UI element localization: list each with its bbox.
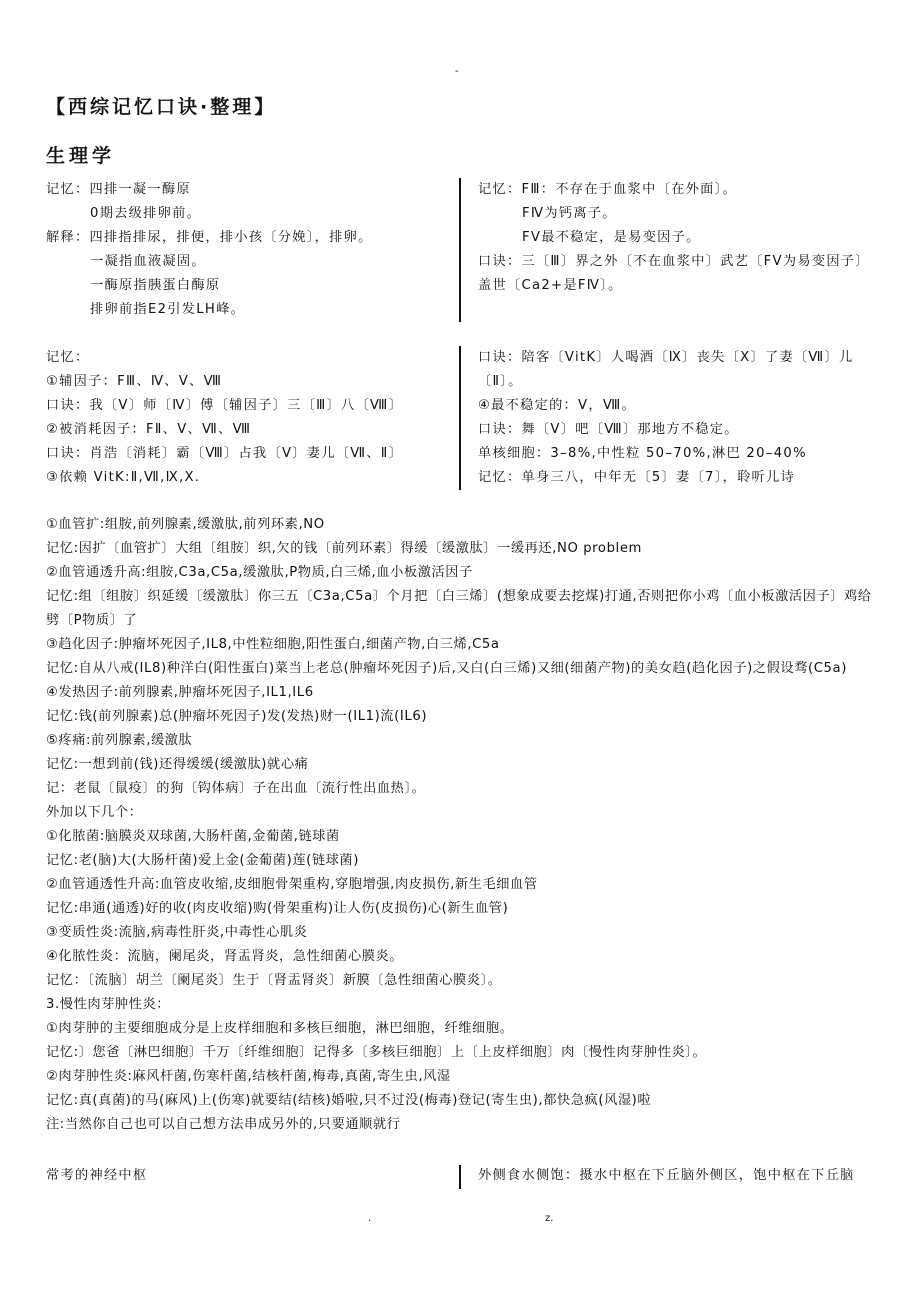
- text-line: 口诀：舞〔Ⅴ〕吧〔Ⅷ〕那地方不稳定。: [478, 422, 739, 437]
- text-line: ③依赖 VitK:Ⅱ,Ⅶ,Ⅸ,Ⅹ.: [46, 470, 201, 485]
- footer-left-mark: .: [368, 1213, 372, 1224]
- text-line: FⅤ最不稳定，是易变因子。: [522, 230, 701, 245]
- text-line: ④化脓性炎：流脑，阑尾炎，肾盂肾炎，急性细菌心膜炎。: [46, 949, 404, 964]
- text-paragraph: 记忆:组〔组胺〕织延缓〔缓激肽〕你三五〔C3a,C5a〕个月把〔白三烯〕(想象成要去挖煤)打通,否则把你小鸡〔血小板激活因子〕鸡给劈〔P物质〕了: [46, 589, 872, 628]
- text-paragraph: 记忆:自从八戒(IL8)种洋白(阳性蛋白)菜当上老总(肿瘤坏死因子)后,又白(白三烯)又细(细菌产物)的美女趋(趋化因子)之假设骛(C5a): [46, 661, 847, 676]
- text-line: 记忆:因扩〔血管扩〕大组〔组胺〕织,欠的钱〔前列环素〕得缓〔缓激肽〕一缓再还,NO problem: [46, 541, 642, 556]
- text-line: ④最不稳定的：Ⅴ，Ⅷ。: [478, 398, 637, 413]
- section-title: 生理学: [46, 145, 116, 167]
- text-paragraph: 口诀：三〔Ⅲ〕界之外〔不在血浆中〕武艺〔FⅤ为易变因子〕盖世〔Ca2+是FⅣ〕。: [478, 254, 870, 293]
- text-line: 记忆:串通(通透)好的收(肉皮收缩)购(骨架重构)让人伤(皮损伤)心(新生血管): [46, 901, 509, 916]
- text-line: ④发热因子:前列腺素,肿瘤坏死因子,IL1,IL6: [46, 685, 314, 700]
- text-line: 记忆：FⅢ：不存在于血浆中〔在外面〕。: [478, 182, 737, 197]
- text-paragraph: 口诀：陪客〔VitK〕人喝酒〔Ⅸ〕丧失〔Ⅹ〕了妻〔Ⅶ〕儿〔Ⅱ〕。: [478, 350, 854, 389]
- text-line: FⅣ为钙离子。: [522, 206, 617, 221]
- text-line: 排卵前指E2引发LH峰。: [90, 302, 246, 317]
- header-mark: -: [455, 66, 459, 77]
- text-line: 记忆：〔流脑〕胡兰〔阑尾炎〕生于〔肾盂肾炎〕新膜〔急性细菌心膜炎〕。: [46, 973, 502, 988]
- column-divider: [459, 1165, 461, 1189]
- text-line: 记忆：单身三八，中年无〔5〕妻〔7〕，聆听儿诗: [478, 470, 796, 485]
- body-text: [46, 513, 880, 1137]
- text-line: 记忆:老(脑)大(大肠杆菌)爱上金(金葡菌)莲(链球菌): [46, 853, 359, 868]
- text-line: 记忆：: [46, 350, 90, 365]
- text-line: 一酶原指胰蛋白酶原: [90, 278, 221, 293]
- text-line: ⑤疼痛:前列腺素,缓激肽: [46, 733, 193, 748]
- text-line: 记忆:〕您爸〔淋巴细胞〕千万〔纤维细胞〕记得多〔多核巨细胞〕上〔上皮样细胞〕肉〔慢性肉芽肿性炎〕。: [46, 1045, 707, 1060]
- text-line: ③趋化因子:肿瘤坏死因子,IL8,中性粒细胞,阳性蛋白,细菌产物,白三烯,C5a: [46, 637, 500, 652]
- text-line: ②被消耗因子：FⅡ、Ⅴ、Ⅶ、Ⅷ: [46, 422, 252, 437]
- text-line: ①化脓菌:脑膜炎双球菌,大肠杆菌,金葡菌,链球菌: [46, 829, 340, 844]
- text-line: 注:当然你自己也可以自己想方法串成另外的,只要通顺就行: [46, 1117, 401, 1132]
- text-line: 外侧食水侧饱：摄水中枢在下丘脑外侧区，饱中枢在下丘脑: [478, 1168, 855, 1183]
- footer-right-mark: z.: [545, 1213, 554, 1224]
- text-line: 口诀：肖浩〔消耗〕霸〔Ⅷ〕占我〔Ⅴ〕妻儿〔Ⅶ、Ⅱ〕: [46, 446, 404, 461]
- text-line: 解释：四排指排尿，排便，排小孩〔分娩〕，排卵。: [46, 230, 373, 245]
- text-line: 记忆:真(真菌)的马(麻风)上(伤寒)就要结(结核)婚啦,只不过没(梅毒)登记(寄生虫),都快急疯(风湿)啦: [46, 1093, 652, 1108]
- text-line: ①辅因子：FⅢ、Ⅳ、Ⅴ、Ⅷ: [46, 374, 223, 389]
- text-line: ②血管通透升高:组胺,C3a,C5a,缓激肽,P物质,白三烯,血小板激活因子: [46, 565, 473, 580]
- text-line: ①肉芽肿的主要细胞成分是上皮样细胞和多核巨细胞，淋巴细胞，纤维细胞。: [46, 1021, 514, 1036]
- bottom-right: [478, 1164, 880, 1188]
- text-line: 常考的神经中枢: [46, 1168, 148, 1183]
- column-divider: [459, 346, 461, 490]
- text-line: 3.慢性肉芽肿性炎：: [46, 997, 171, 1012]
- text-line: 0期去级排卵前。: [90, 206, 202, 221]
- text-line: 外加以下几个：: [46, 805, 143, 820]
- text-line: 口诀：我〔Ⅴ〕师〔Ⅳ〕傅〔辅因子〕三〔Ⅲ〕八〔Ⅷ〕: [46, 398, 404, 413]
- bottom-left: [46, 1164, 446, 1188]
- text-line: ①血管扩:组胺,前列腺素,缓激肽,前列环素,NO: [46, 517, 325, 532]
- block2-right: [478, 346, 880, 490]
- text-line: 记忆:一想到前(钱)还得缓缓(缓激肽)就心痛: [46, 757, 309, 772]
- document-title: 【西综记忆口诀·整理】: [46, 96, 277, 118]
- text-line: ②血管通透性升高:血管皮收缩,皮细胞骨架重构,穿胞增强,肉皮损伤,新生毛细血管: [46, 877, 538, 892]
- block1-left: [46, 178, 446, 322]
- block2-left: [46, 346, 446, 490]
- text-line: ③变质性炎:流脑,病毒性肝炎,中毒性心肌炎: [46, 925, 308, 940]
- block1-right: [478, 178, 880, 298]
- text-line: 一凝指血液凝固。: [90, 254, 206, 269]
- text-line: 记忆：四排一凝一酶原: [46, 182, 191, 197]
- text-line: ②肉芽肿性炎:麻风杆菌,伤寒杆菌,结核杆菌,梅毒,真菌,寄生虫,风湿: [46, 1069, 451, 1084]
- text-line: 单核细胞：3–8%,中性粒 50–70%,淋巴 20–40%: [478, 446, 807, 461]
- column-divider: [459, 178, 461, 322]
- text-line: 记：老鼠〔鼠疫〕的狗〔钩体病〕子在出血〔流行性出血热〕。: [46, 781, 426, 796]
- text-line: 记忆:钱(前列腺素)总(肿瘤坏死因子)发(发热)财一(IL1)流(IL6): [46, 709, 428, 724]
